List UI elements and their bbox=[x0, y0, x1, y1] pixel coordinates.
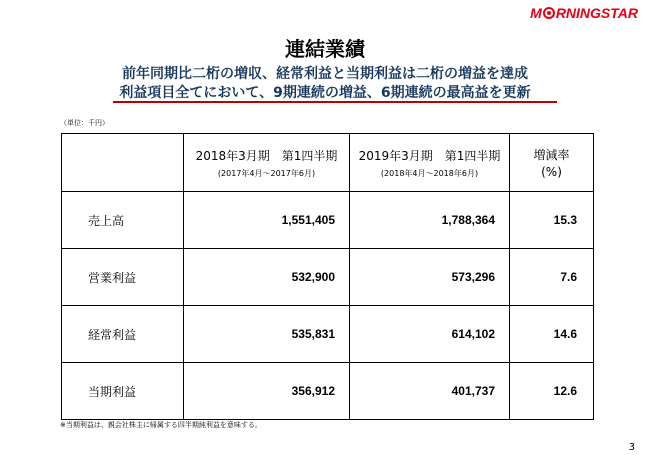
page-number: 3 bbox=[628, 442, 635, 453]
results-table bbox=[61, 133, 594, 420]
subtitle-underline bbox=[113, 101, 557, 103]
row-curr-value: 573,296 bbox=[350, 249, 510, 306]
table-row bbox=[62, 192, 594, 249]
row-change-rate: 7.6 bbox=[510, 249, 594, 306]
row-prev-value: 535,831 bbox=[184, 306, 350, 363]
row-label: 売上高 bbox=[62, 192, 184, 249]
row-curr-value: 1,788,364 bbox=[350, 192, 510, 249]
header-rate-unit: (%) bbox=[541, 165, 562, 179]
header-curr-range: (2018年4月～2018年6月) bbox=[380, 168, 479, 178]
row-label: 営業利益 bbox=[62, 249, 184, 306]
row-change-rate: 14.6 bbox=[510, 306, 594, 363]
header-prev-period bbox=[184, 134, 350, 192]
header-rate-title: 増減率 bbox=[533, 148, 570, 162]
morningstar-logo bbox=[530, 5, 638, 21]
row-label: 経常利益 bbox=[62, 306, 184, 363]
header-curr-period bbox=[350, 134, 510, 192]
logo-text-right: RNINGSTAR bbox=[555, 5, 638, 21]
header-change-rate bbox=[510, 134, 594, 192]
row-change-rate: 12.6 bbox=[510, 363, 594, 420]
table-row bbox=[62, 306, 594, 363]
table-row bbox=[62, 249, 594, 306]
row-change-rate: 15.3 bbox=[510, 192, 594, 249]
row-label: 当期利益 bbox=[62, 363, 184, 420]
subtitle-line-1: 前年同期比二桁の増収、経常利益と当期利益は二桁の増益を達成 bbox=[122, 66, 528, 82]
footnote: ※当期利益は、親会社株主に帰属する四半期純利益を意味する。 bbox=[60, 421, 262, 429]
header-prev-range: (2017年4月～2017年6月) bbox=[217, 168, 316, 178]
logo-text-left: M bbox=[530, 5, 542, 21]
row-prev-value: 1,551,405 bbox=[184, 192, 350, 249]
unit-note: （単位：千円） bbox=[60, 119, 109, 127]
row-prev-value: 532,900 bbox=[184, 249, 350, 306]
row-prev-value: 356,912 bbox=[184, 363, 350, 420]
header-prev-title: 2018年3月期 第1四半期 bbox=[195, 148, 338, 163]
row-curr-value: 614,102 bbox=[350, 306, 510, 363]
subtitle-line-2: 利益項目全てにおいて、9期連続の増益、6期連続の最高益を更新 bbox=[119, 85, 531, 101]
header-curr-title: 2019年3月期 第1四半期 bbox=[358, 148, 501, 163]
table-row bbox=[62, 363, 594, 420]
page-title: 連結業績 bbox=[285, 37, 365, 61]
logo-o-mark-icon bbox=[543, 7, 555, 19]
table-header-row bbox=[62, 134, 594, 192]
header-empty-cell bbox=[62, 134, 184, 192]
row-curr-value: 401,737 bbox=[350, 363, 510, 420]
